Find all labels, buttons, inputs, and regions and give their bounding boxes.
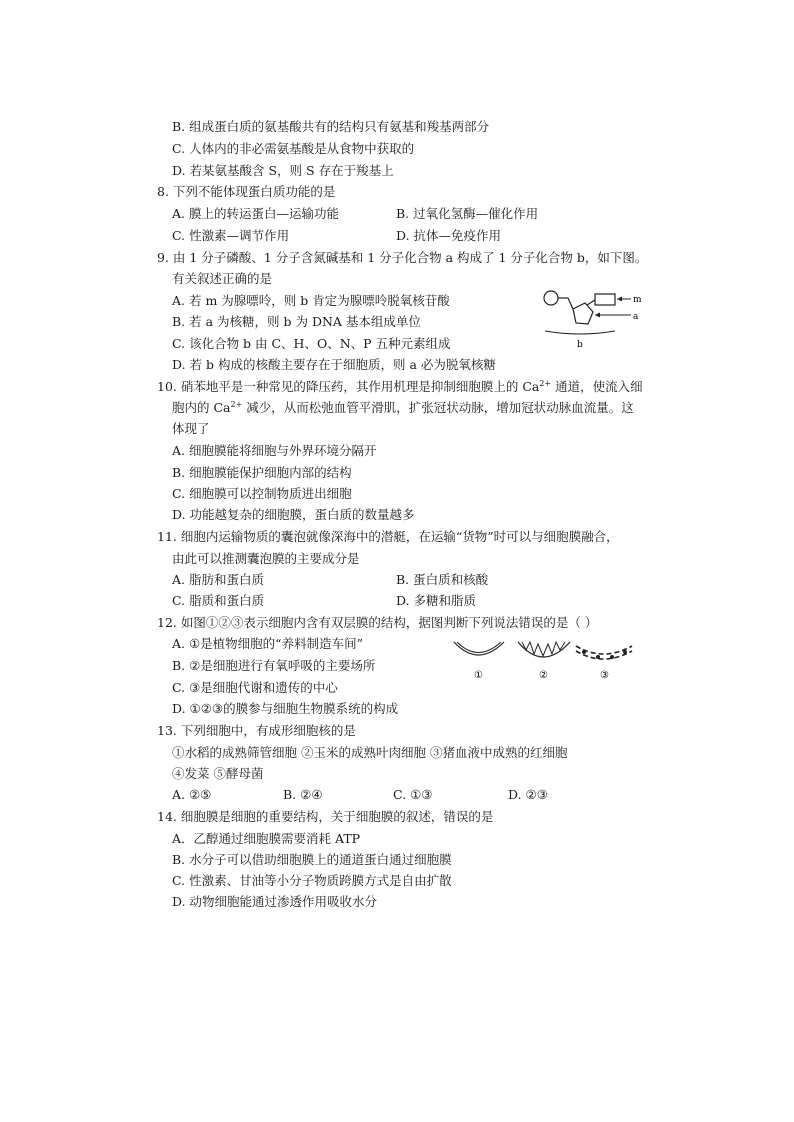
q8-option-c: C. 性激素—调节作用 (172, 228, 290, 243)
figure-3-nuclear-envelope (576, 646, 632, 659)
q10-superscript: 2+ (539, 378, 552, 388)
q10-stem-line2 (172, 399, 634, 417)
q12-option-d: D. ①②③的膜参与细胞生物膜系统的构成 (172, 701, 399, 716)
q10-stem-line1 (157, 378, 643, 396)
organelle-figures (448, 636, 638, 684)
q10-option-a: A. 细胞膜能将细胞与外界环境分隔开 (172, 443, 377, 458)
pentose-ring (573, 303, 593, 324)
q11-option-c: C. 脂质和蛋白质 (172, 593, 265, 608)
q10-stem-text: 通道，使流入细 (551, 379, 643, 394)
q11-stem-line2: 由此可以推测囊泡膜的主要成分是 (172, 551, 360, 566)
fig-label-2: ② (539, 670, 548, 681)
q10-stem-text: 胞内的 Ca (172, 400, 231, 415)
base-rect (595, 294, 615, 305)
q9-stem-line2: 有关叙述正确的是 (172, 271, 273, 286)
fig-label-3: ③ (600, 670, 609, 681)
q7-option-c: C. 人体内的非必需氨基酸是从食物中获取的 (172, 141, 415, 156)
q8-stem: 8. 下列不能体现蛋白质功能的是 (157, 184, 336, 199)
q14-option-d: D. 动物细胞能通过渗透作用吸收水分 (172, 894, 378, 909)
q11-option-b: B. 蛋白质和核酸 (396, 572, 489, 587)
q13-items-line2: ④发菜 ⑤酵母菌 (172, 766, 264, 781)
q14-option-c: C. 性激素、甘油等小分子物质跨膜方式是自由扩散 (172, 873, 452, 888)
q12-stem: 12. 如图①②③表示细胞内含有双层膜的结构，据图判断下列说法错误的是（ ） (157, 615, 598, 630)
fig-label-a: a (633, 312, 639, 322)
q12-option-c: C. ③是细胞代谢和遗传的中心 (172, 680, 338, 695)
q13-option-a: A. ②⑤ (172, 787, 212, 802)
q10-option-d: D. 功能越复杂的细胞膜，蛋白质的数量越多 (172, 507, 415, 522)
q11-stem-line1: 11. 细胞内运输物质的囊泡就像深海中的潜艇，在运输“货物”时可以与细胞膜融合， (157, 529, 619, 544)
q14-option-a: A．乙醇通过细胞膜需要消耗 ATP (172, 831, 361, 846)
q9-option-a: A. 若 m 为腺嘌呤，则 b 肯定为腺嘌呤脱氧核苷酸 (172, 293, 450, 308)
q12-option-b: B. ②是细胞进行有氧呼吸的主要场所 (172, 658, 376, 673)
nucleotide-diagram (535, 285, 645, 355)
q9-option-b: B. 若 a 为核糖，则 b 为 DNA 基本组成单位 (172, 314, 421, 329)
q8-option-b: B. 过氧化氢酶—催化作用 (396, 206, 539, 221)
q7-option-d: D. 若某氨基酸含 S，则 S 存在于羧基上 (172, 163, 394, 178)
fig-label-1: ① (474, 670, 483, 681)
q13-option-c: C. ①③ (393, 787, 433, 802)
q9-option-d: D. 若 b 构成的核酸主要存在于细胞质，则 a 必为脱氧核糖 (172, 357, 496, 372)
fig-label-b: b (577, 340, 583, 350)
q8-option-d: D. 抗体—免疫作用 (396, 228, 502, 243)
q10-option-b: B. 细胞膜能保护细胞内部的结构 (172, 465, 352, 480)
q9-option-c: C. 该化合物 b 由 C、H、O、N、P 五种元素组成 (172, 336, 451, 351)
figure-2-mitochondrion (518, 642, 570, 657)
q10-stem-line3: 体现了 (172, 421, 210, 436)
q10-stem-text: 减少，从而松弛血管平滑肌，扩张冠状动脉，增加冠状动脉血流量。这 (242, 400, 634, 415)
q13-option-d: D. ②③ (508, 787, 548, 802)
q8-option-a: A. 膜上的转运蛋白—运输功能 (172, 206, 339, 221)
q10-superscript: 2+ (230, 399, 243, 409)
q13-option-b: B. ②④ (283, 787, 323, 802)
q13-items-line1: ①水稻的成熟筛管细胞 ②玉米的成熟叶肉细胞 ③猪血液中成熟的红细胞 (172, 745, 568, 760)
q14-option-b: B. 水分子可以借助细胞膜上的通道蛋白通过细胞膜 (172, 852, 452, 867)
q7-option-b: B. 组成蛋白质的氨基酸共有的结构只有氨基和羧基两部分 (172, 119, 490, 134)
q10-stem-text: 10. 硝苯地平是一种常见的降压药，其作用机理是抑制细胞膜上的 Ca (157, 379, 540, 394)
q10-option-c: C. 细胞膜可以控制物质进出细胞 (172, 486, 352, 501)
figure-1-chloroplast (454, 642, 504, 655)
q11-option-a: A. 脂肪和蛋白质 (172, 572, 264, 587)
q12-option-a: A. ①是植物细胞的“养料制造车间” (172, 636, 363, 651)
q11-option-d: D. 多糖和脂质 (396, 593, 477, 608)
fig-label-m: m (633, 295, 642, 305)
q13-stem: 13. 下列细胞中，有成形细胞核的是 (157, 723, 356, 738)
phosphate-circle (544, 291, 558, 305)
q9-stem-line1: 9. 由 1 分子磷酸、1 分子含氮碱基和 1 分子化合物 a 构成了 1 分子化合物 b，如下图。 (157, 250, 648, 265)
q14-stem: 14. 细胞膜是细胞的重要结构，关于细胞膜的叙述，错误的是 (157, 809, 494, 824)
